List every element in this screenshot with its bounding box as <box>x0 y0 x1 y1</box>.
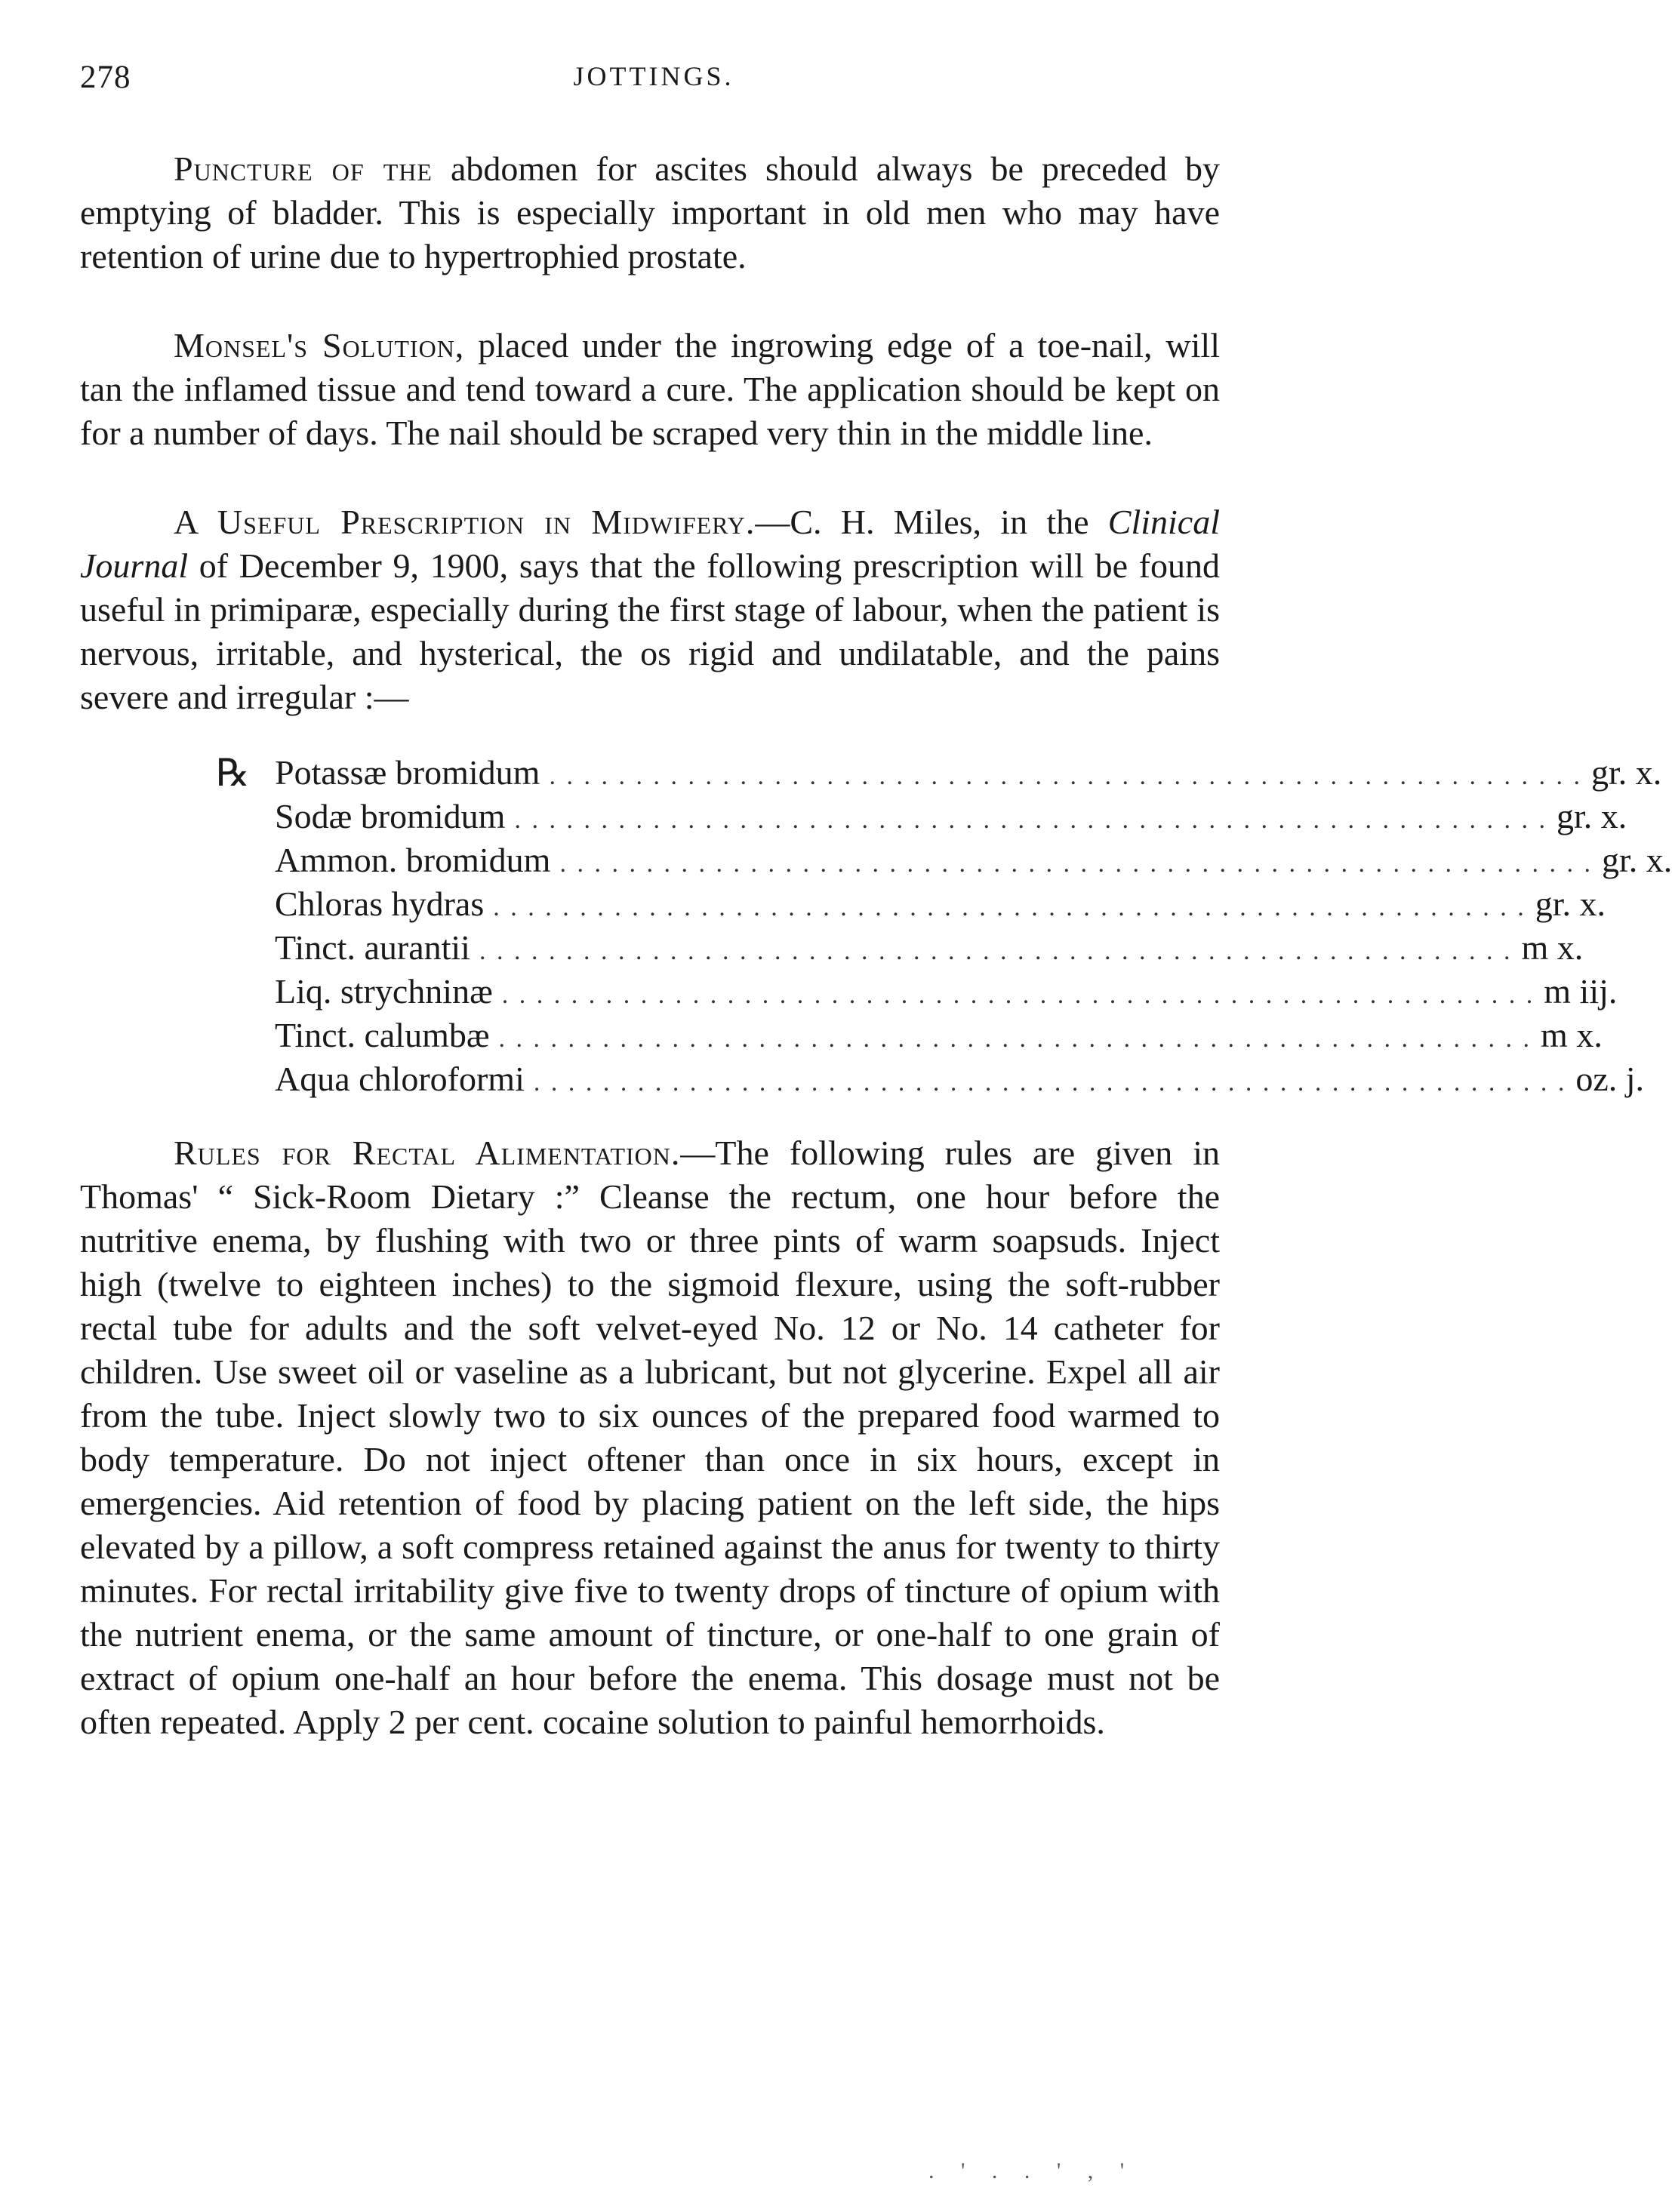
paragraph-text: placed under the ingrowing edge of a toe-nail, will tan the inflamed tissue and tend toward a cure. The application should be kept on for a number of days. The nail should be scraped very thin in the middle line. <box>80 326 1220 452</box>
drug-name: Tinct. calumbæ <box>275 1016 490 1054</box>
drug-name: Sodæ bromidum <box>275 797 506 835</box>
drug-name: Chloras hydras <box>275 884 485 923</box>
prescription-line <box>275 751 1662 795</box>
drug-dose: gr. x. <box>1601 841 1672 879</box>
drug-name: Liq. strychninæ <box>275 972 493 1011</box>
drug-dose: gr. x. <box>1556 797 1627 835</box>
page-number: 278 <box>80 60 131 95</box>
prescription-line <box>275 1014 1603 1057</box>
paragraph-heading: Rules for Rectal Alimentation. <box>174 1134 681 1172</box>
running-title: JOTTINGS. <box>573 61 734 91</box>
drug-dose: gr. x. <box>1590 753 1662 792</box>
print-specks: . ' . . ' , ' <box>928 2158 1135 2183</box>
page-header <box>80 59 1227 104</box>
drug-dose: oz. j. <box>1575 1060 1645 1098</box>
leader-dots: . . . . . . . . . . . . . . . . . . . . . . . . . . . . . . . . . . . . . . . . . . . . . . . . . . . . . . . . . . . . <box>501 981 1535 1009</box>
paragraph-text: of December 9, 1900, says that the following prescription will be found useful in primiparæ, especially during the first stage of labour, when the patient is nervous, irritable, and hysterical, the os rigid and undilatable, and the pains severe and irregular :— <box>80 546 1220 716</box>
drug-name: Ammon. bromidum <box>275 841 551 879</box>
page-body <box>80 147 1672 1744</box>
paragraph-heading: Monsel's Solution, <box>174 326 465 365</box>
drug-name: Tinct. aurantii <box>275 928 470 967</box>
drug-dose: m x. <box>1541 1016 1603 1054</box>
paragraph-text: —The following rules are given in Thomas' “ Sick-Room Dietary :” Cleanse the rectum, one hour before the nutritive enema, by flushing with two or three pints of warm soapsuds. Inject high (twelve to eighteen inches) to the sigmoid flexure, using the soft-rubber rectal tube for adults and the soft velvet-eyed No. 12 or No. 14 catheter for children. Use sweet oil or vaseline as a lubricant, but not glycerine. Expel all air from the tube. Inject slowly two to six ounces of the prepared food warmed to body temperature. Do not inject oftener than once in six hours, except in emergencies. Aid retention of food by placing patient on the left side, the hips elevated by a pillow, a soft compress retained against the anus for twenty to thirty minutes. For rectal irritability give five to twenty drops of tincture of opium with the nutrient enema, or the same amount of tincture, or one-half to one grain of extract of opium one-half an hour before the enema. This dosage must not be often repeated. Apply 2 per cent. cocaine solution to painful hemorrhoids. <box>80 1134 1220 1741</box>
paragraph-midwifery-prescription <box>80 500 1220 719</box>
leader-dots: . . . . . . . . . . . . . . . . . . . . . . . . . . . . . . . . . . . . . . . . . . . . . . . . . . . . . . . . . . . . <box>559 850 1593 878</box>
recipe-symbol-icon: ℞ <box>216 752 250 794</box>
prescription-line <box>275 926 1584 970</box>
leader-dots: . . . . . . . . . . . . . . . . . . . . . . . . . . . . . . . . . . . . . . . . . . . . . . . . . . . . . . . . . . . . <box>498 1025 1532 1053</box>
prescription-block <box>80 751 1672 1101</box>
drug-name: Potassæ bromidum <box>275 753 540 792</box>
leader-dots: . . . . . . . . . . . . . . . . . . . . . . . . . . . . . . . . . . . . . . . . . . . . . . . . . . . . . . . . . . . . <box>514 806 1547 834</box>
drug-dose: m x. <box>1521 928 1584 967</box>
paragraph-rectal-alimentation <box>80 1131 1220 1744</box>
prescription-line <box>275 970 1618 1014</box>
paragraph-text: —C. H. Miles, in the <box>755 503 1108 541</box>
prescription-list <box>216 751 1672 1101</box>
leader-dots: . . . . . . . . . . . . . . . . . . . . . . . . . . . . . . . . . . . . . . . . . . . . . . . . . . . . . . . . . . . . <box>549 762 1582 790</box>
prescription-line <box>275 1057 1645 1101</box>
leader-dots: . . . . . . . . . . . . . . . . . . . . . . . . . . . . . . . . . . . . . . . . . . . . . . . . . . . . . . . . . . . . <box>533 1069 1567 1097</box>
drug-name: Aqua chloroformi <box>275 1060 525 1098</box>
paragraph-puncture-abdomen <box>80 147 1220 278</box>
prescription-line <box>275 882 1606 926</box>
prescription-line <box>275 795 1627 838</box>
paragraph-monsels-solution <box>80 324 1220 455</box>
prescription-line <box>275 838 1672 882</box>
drug-dose: m iij. <box>1544 972 1618 1011</box>
paragraph-text: abdomen for ascites should always be preceded by emptying of bladder. This is especially important in old men who may have retention of urine due to hypertrophied prostate. <box>80 149 1220 275</box>
journal-title: Clinical Journal <box>80 503 1220 585</box>
leader-dots: . . . . . . . . . . . . . . . . . . . . . . . . . . . . . . . . . . . . . . . . . . . . . . . . . . . . . . . . . . . . <box>479 937 1513 965</box>
paragraph-heading: Puncture of the <box>174 149 433 188</box>
paragraph-heading: A Useful Prescription in Midwifery. <box>174 503 756 541</box>
drug-dose: gr. x. <box>1535 884 1606 923</box>
leader-dots: . . . . . . . . . . . . . . . . . . . . . . . . . . . . . . . . . . . . . . . . . . . . . . . . . . . . . . . . . . . . <box>493 894 1526 921</box>
